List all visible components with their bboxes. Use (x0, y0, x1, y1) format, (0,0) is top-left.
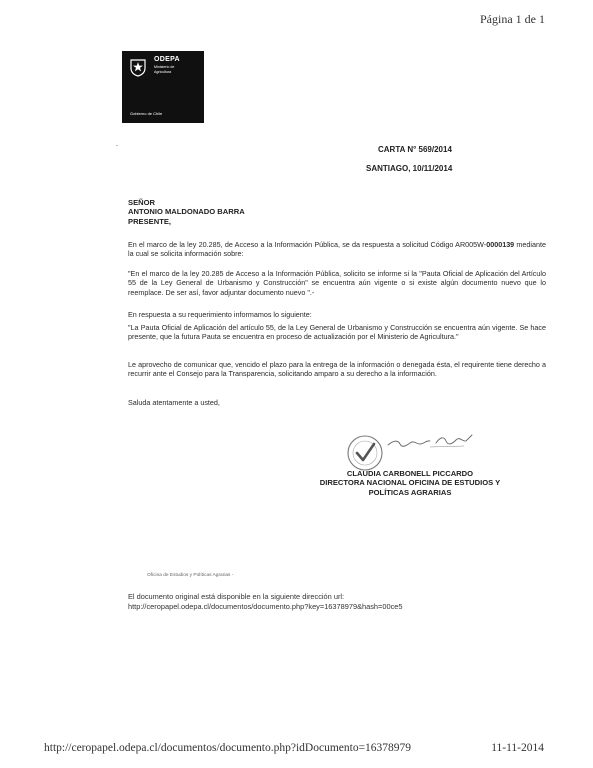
signer-position-2: POLÍTICAS AGRARIAS (368, 487, 452, 497)
signer-position-1: DIRECTORA NACIONAL OFICINA DE ESTUDIOS Y (319, 478, 501, 488)
original-doc-url: http://ceropapel.odepa.cl/documentos/documento.php?key=16378979&hash=00ce5 (128, 602, 403, 611)
scan-speck (116, 145, 118, 146)
recipient-name: ANTONIO MALDONADO BARRA (128, 207, 245, 217)
logo-subtitle-line1: Ministerio de (154, 65, 175, 69)
paragraph-appeal-notice: Le aprovecho de comunicar que, vencido el plazo para la entrega de la información o denegada ésta, el requirente tiene derecho a recurrir ante el Consejo para la Transparencia, solicitando amparo a su derecho a la información. (128, 360, 546, 379)
page-number: Página 1 de 1 (480, 12, 545, 26)
logo-subtitle (154, 65, 200, 74)
print-date: 11-11-2014 (491, 742, 544, 754)
logo-government: Gobierno de Chile (130, 111, 163, 116)
original-doc-label: El documento original está disponible en la siguiente dirección url: (128, 592, 345, 601)
intro-text-2: mediante la cual se solicita información sobre: (128, 240, 547, 259)
request-code: 0000139 (486, 240, 515, 249)
logo-subtitle-line2: Agricultura (154, 69, 172, 74)
letter-place-date: SANTIAGO, 10/11/2014 (366, 164, 453, 173)
print-url: http://ceropapel.odepa.cl/documentos/documento.php?idDocumento=16378979 (44, 742, 412, 754)
logo-title: ODEPA (154, 56, 180, 63)
official-stamp-icon (345, 433, 385, 473)
recipient-title: SEÑOR (128, 198, 156, 207)
odepa-logo (122, 51, 204, 123)
paragraph-response-quote: "La Pauta Oficial de Aplicación del artículo 55, de la Ley General de Urbanismo y Construcción se encuentra aún vigente. Se hace presente, que la futura Pauta se encuentra en proceso de actualización por el Ministerio de Agricultura." (128, 323, 546, 342)
chile-coat-of-arms-icon (128, 57, 148, 77)
letter-number: CARTA N° 569/2014 (378, 145, 452, 154)
signer-block (300, 469, 520, 497)
handwritten-signature (386, 431, 480, 455)
recipient-block (128, 198, 245, 226)
paragraph-intro (128, 240, 546, 259)
paragraph-closing: Saluda atentamente a usted, (128, 398, 220, 407)
paragraph-request-quote: "En el marco de la ley 20.285 de Acceso a la Información Pública, solicito se informe si la "Pauta Oficial de Aplicación del Artículo 55 de la Ley General de Urbanismo y Construcción" se encuentra aún vigente o si existe algún documento nuevo que lo reemplace. De ser así, favor adjuntar documento nuevo ".- (128, 269, 546, 297)
signer-name: CLAUDIA CARBONELL PICCARDO (346, 469, 474, 478)
intro-text-1: En el marco de la ley 20.285, de Acceso a la Información Pública, se da respuesta a solicitud Código AR005W- (128, 240, 487, 249)
paragraph-response-intro: En respuesta a su requerimiento informamos lo siguiente: (128, 310, 312, 319)
footer-office: Oficina de Estudios y Políticas Agrarias - (147, 573, 234, 578)
recipient-presente: PRESENTE, (128, 216, 172, 226)
